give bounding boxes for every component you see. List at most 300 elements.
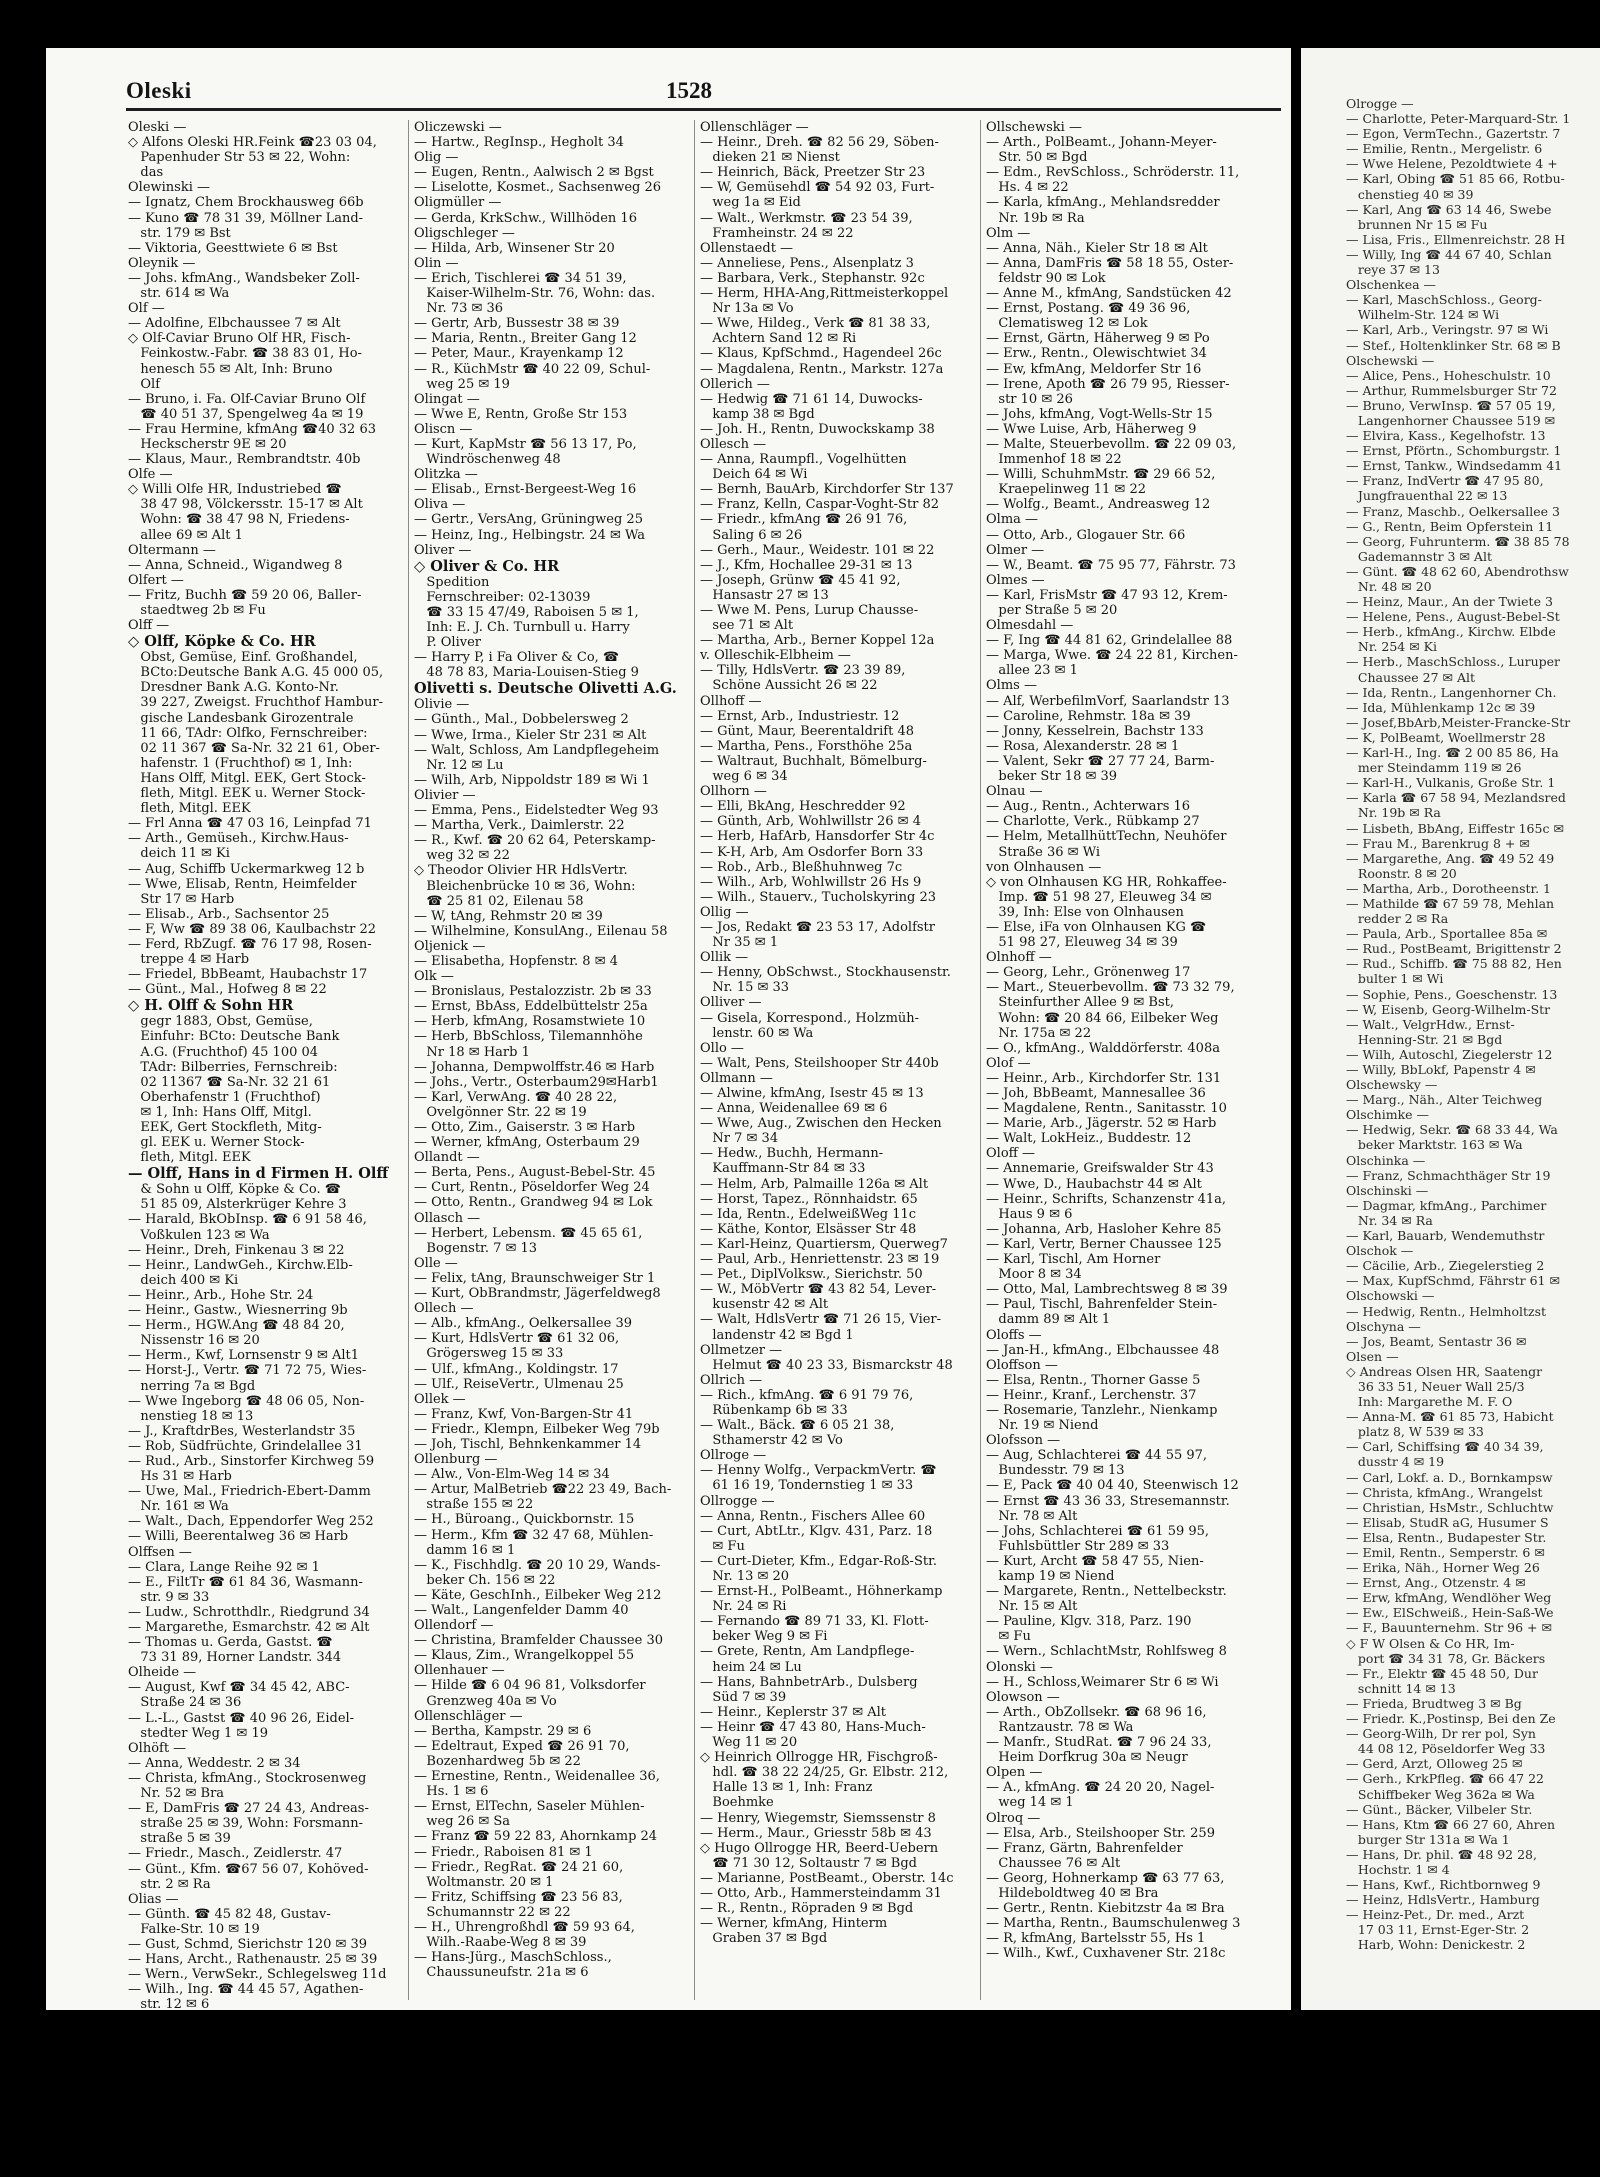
facing-page-entry-line: — Friedr. K.,Postinsp, Bei den Ze [1346, 1711, 1556, 1727]
directory-entry-line: — Ernst, ElTechn, Saseler Mühlen- [414, 1799, 645, 1815]
directory-entry-line: — Pet., DiplVolksw., Sierichstr. 50 [700, 1267, 923, 1283]
facing-page-entry-line: Jungfrauenthal 22 ✉ 13 [1346, 488, 1508, 504]
directory-entry-line: — R., KüchMstr ☎ 40 22 09, Schul- [414, 361, 651, 377]
directory-entry-line: v. Olleschik-Elbheim — [700, 648, 851, 664]
directory-entry-line: — Wwe, Irma., Kieler Str 231 ✉ Alt [414, 727, 647, 743]
facing-page-entry-line: — Franz, Schmachthäger Str 19 [1346, 1167, 1551, 1183]
directory-entry-line: das [128, 165, 164, 181]
directory-entry-line: — Anna, DamFris ☎ 58 18 55, Oster- [986, 255, 1234, 271]
facing-page-entry-line: Olschinka — [1346, 1152, 1426, 1168]
scan-border-bottom [0, 2010, 1600, 2177]
facing-page-entry-line: — Ew., ElSchweiß., Hein-Saß-We [1346, 1605, 1554, 1621]
directory-entry-line: Chaussee 76 ✉ Alt [986, 1855, 1121, 1871]
directory-entry-line: Olnhoff — [986, 950, 1052, 966]
directory-entry-line: Olias — [128, 1891, 179, 1907]
directory-entry-line: Haus 9 ✉ 6 [986, 1206, 1073, 1222]
directory-entry-line: P. Oliver [414, 635, 481, 651]
directory-entry-line: — Gertr., VersAng, Grüningweg 25 [414, 512, 643, 528]
directory-entry-line: — Johanna, Dempwolffstr.46 ✉ Harb [414, 1059, 655, 1075]
directory-entry-line: Ollenstaedt — [700, 240, 794, 256]
directory-entry-line: ◇ Willi Olfe HR, Industriebed ☎ [128, 482, 342, 498]
directory-entry-line: — Olff, Hans in d Firmen H. Olff [128, 1165, 389, 1183]
directory-entry-line: — Gust, Schmd, Sierichstr 120 ✉ 39 [128, 1936, 368, 1952]
directory-entry-line: — Margarete, Rentn., Nettelbeckstr. [986, 1584, 1227, 1600]
directory-entry-line: — Otto, Zim., Gaiserstr. 3 ✉ Harb [414, 1120, 636, 1135]
directory-entry-line: — Herm., HGW.Ang ☎ 48 84 20, [128, 1318, 345, 1334]
directory-entry-line: — Karl, FrisMstr ☎ 47 93 12, Krem- [986, 587, 1228, 603]
facing-page-entry-line: brunnen Nr 15 ✉ Fu [1346, 216, 1488, 232]
facing-page-entry-line: — Karl, Obing ☎ 51 85 66, Rotbu- [1346, 171, 1565, 187]
directory-entry-line: dieken 21 ✉ Nienst [700, 150, 840, 166]
directory-entry-line: 39, Inh: Else von Olnhausen [986, 904, 1184, 920]
directory-entry-line: — Anna, Weddestr. 2 ✉ 34 [128, 1755, 301, 1771]
directory-entry-line: Halle 13 ✉ 1, Inh: Franz [700, 1780, 873, 1796]
directory-entry-line: — Bruno, i. Fa. Olf-Caviar Bruno Olf [128, 391, 366, 407]
directory-entry-line: — Johs, Schlachterei ☎ 61 59 95, [986, 1523, 1210, 1539]
directory-entry-line: — Hedwig ☎ 71 61 14, Duwocks- [700, 391, 923, 407]
directory-entry-line: — Otto, Arb., Hammersteindamm 31 [700, 1885, 942, 1901]
directory-entry-line: — Herm., Kwf, Lornsenstr 9 ✉ Alt1 [128, 1348, 360, 1364]
directory-entry-line: — Willi, Beerentalweg 36 ✉ Harb [128, 1529, 349, 1545]
facing-page-entry-line: — Heinz, Maur., An der Twiete 3 [1346, 594, 1553, 610]
directory-entry-line: — Ulf., kfmAng., Koldingstr. 17 [414, 1361, 619, 1377]
facing-page-entry-line: 17 03 11, Ernst-Eger-Str. 2 [1346, 1922, 1530, 1938]
facing-page-entry-line: — Paula, Arb., Sportallee 85a ✉ [1346, 926, 1548, 942]
directory-entry-line: — Helm, MetallhüttTechn, Neuhöfer [986, 829, 1227, 845]
directory-entry-line: — Magdalene, Rentn., Sanitasstr. 10 [986, 1101, 1227, 1117]
facing-page-entry-line: Nr. 34 ✉ Ra [1346, 1212, 1433, 1228]
directory-entry-line: — Barbara, Verk., Stephanstr. 92c [700, 270, 925, 286]
facing-page-entry-line: — Günt., Bäcker, Vilbeler Str. [1346, 1801, 1533, 1817]
directory-entry-line: Ollandt — [414, 1150, 480, 1166]
facing-page-entry-line: — Erw, kfmAng, Wendlöher Weg [1346, 1590, 1552, 1606]
directory-entry-line: — Aug, Schlachterei ☎ 44 55 97, [986, 1448, 1208, 1464]
directory-entry-line: Hs. 4 ✉ 22 [986, 180, 1069, 196]
directory-entry-line: EEK, Gert Stockfleth, Mitg- [128, 1120, 322, 1135]
directory-entry-line: — Friedr., kfmAng ☎ 26 91 76, [700, 512, 908, 528]
directory-entry-line: Olfert — [128, 572, 184, 588]
directory-entry-line: — H., Uhrengroßhdl ☎ 59 93 64, [414, 1919, 635, 1935]
directory-entry-line: Olig — [414, 150, 459, 166]
directory-entry-line: A.G. (Fruchthof) 45 100 04 [128, 1044, 319, 1060]
directory-entry-line: Immenhof 18 ✉ 22 [986, 452, 1122, 468]
directory-entry-line: — Werner, kfmAng, Osterbaum 29 [414, 1135, 640, 1151]
directory-entry-line: — Alwine, kfmAng, Isestr 45 ✉ 13 [700, 1086, 924, 1101]
directory-entry-line: — Friedr., Raboisen 81 ✉ 1 [414, 1844, 593, 1860]
directory-entry-line: — Heinrich, Bäck, Preetzer Str 23 [700, 165, 926, 181]
directory-entry-line: — Walt., Langenfelder Damm 40 [414, 1603, 629, 1618]
directory-entry-line: — Wwe, Hildeg., Verk ☎ 81 38 33, [700, 316, 931, 332]
directory-entry-line: Falke-Str. 10 ✉ 19 [128, 1921, 260, 1937]
directory-entry-line: Oliscn — [414, 421, 473, 437]
directory-entry-line: Olle — [414, 1255, 458, 1271]
directory-entry-line: — Harald, BkObInsp. ☎ 6 91 58 46, [128, 1212, 367, 1228]
directory-entry-line: — Jan-H., kfmAng., Elbchaussee 48 [986, 1342, 1220, 1358]
directory-entry-line: Olitzka — [414, 467, 478, 483]
directory-entry-line: — Emma, Pens., Eidelstedter Weg 93 [414, 803, 659, 819]
directory-entry-line: Nr. 13 ✉ 20 [700, 1569, 790, 1584]
directory-entry-line: str 10 ✉ 26 [986, 391, 1073, 407]
directory-entry-line: ◇ H. Olff & Sohn HR [128, 997, 294, 1015]
facing-page-entry-line: — Erika, Näh., Horner Weg 26 [1346, 1560, 1540, 1576]
directory-entry-line: — Maria, Rentn., Breiter Gang 12 [414, 331, 637, 347]
directory-entry-line: Oliva — [414, 497, 466, 513]
directory-column-4 [986, 120, 1262, 1961]
directory-entry-line: heim 24 ✉ Lu [700, 1659, 802, 1675]
directory-entry-line: Olowson — [986, 1689, 1060, 1705]
facing-page-entry-line: — Willy, Ing ☎ 44 67 40, Schlan [1346, 246, 1552, 262]
facing-page-entry-line: — Stef., Holtenklinker Str. 68 ✉ B [1346, 337, 1561, 353]
directory-entry-line: — Friedr., Klempn, Eilbeker Weg 79b [414, 1421, 660, 1437]
facing-page-entry-line: — Hans, Ktm ☎ 66 27 60, Ahren [1346, 1816, 1556, 1832]
directory-entry-line: — Curt-Dieter, Kfm., Edgar-Roß-Str. [700, 1553, 938, 1569]
directory-entry-line: — Marie, Arb., Jägerstr. 52 ✉ Harb [986, 1116, 1217, 1132]
directory-entry-line: Ollo — [700, 1040, 744, 1056]
directory-entry-line: Steinfurther Allee 9 ✉ Bst, [986, 995, 1175, 1011]
facing-page-entry-line: — Anna-M. ☎ 61 85 73, Habicht [1346, 1409, 1554, 1425]
directory-entry-line: Feinkostw.-Fabr. ☎ 38 83 01, Ho- [128, 346, 362, 362]
directory-entry-line: 02 11 367 ☎ Sa-Nr. 32 21 61, Ober- [128, 740, 380, 756]
directory-entry-line: Graben 37 ✉ Bgd [700, 1931, 828, 1947]
directory-entry-line: Olof — [986, 1055, 1031, 1071]
directory-entry-line: 02 11367 ☎ Sa-Nr. 32 21 61 [128, 1074, 331, 1090]
directory-entry-line: Obst, Gemüse, Einf. Großhandel, [128, 650, 358, 666]
directory-entry-line: — Heinr., Dreh, Finkenau 3 ✉ 22 [128, 1242, 345, 1258]
directory-entry-line: deich 400 ✉ Ki [128, 1272, 239, 1288]
directory-entry-line: — Clara, Lange Reihe 92 ✉ 1 [128, 1559, 320, 1575]
directory-entry-line: fleth, Mitgl. EEK u. Werner Stock- [128, 786, 366, 802]
directory-entry-line: — Ernst, Arb., Industriestr. 12 [700, 708, 900, 724]
directory-entry-line: — Wilh., Ing. ☎ 44 45 57, Agathen- [128, 1982, 364, 1998]
directory-entry-line: — Friedr., Masch., Zeidlerstr. 47 [128, 1846, 343, 1862]
directory-entry-line: — Wwe Ingeborg ☎ 48 06 05, Non- [128, 1393, 365, 1409]
directory-entry-line: Ollig — [700, 904, 749, 920]
facing-page-entry-line: — Heinz-Pet., Dr. med., Arzt [1346, 1907, 1525, 1923]
directory-entry-line: — Wern., SchlachtMstr, Rohlfsweg 8 [986, 1644, 1227, 1660]
directory-entry-line: — R., Kwf. ☎ 20 62 64, Peterskamp- [414, 833, 656, 849]
facing-page-entry-line: dusstr 4 ✉ 19 [1346, 1454, 1445, 1470]
directory-entry-line: — Wwe E, Rentn, Große Str 153 [414, 406, 628, 422]
directory-entry-line: Olewinski — [128, 180, 211, 196]
directory-entry-line: — W, tAng, Rehmstr 20 ✉ 39 [414, 908, 603, 924]
facing-page-entry-line: — Ernst, Tankw., Windsedamm 41 [1346, 458, 1563, 474]
directory-entry-line: — Fritz, Schiffsing ☎ 23 56 83, [414, 1889, 623, 1905]
directory-entry-line: Wohn: ☎ 20 84 66, Eilbeker Weg [986, 1010, 1219, 1026]
directory-entry-line: Olnau — [986, 784, 1043, 800]
facing-page-entry-line: mer Steindamm 119 ✉ 26 [1346, 760, 1522, 776]
directory-entry-line: — Waltraut, Buchhalt, Bömelburg- [700, 753, 927, 769]
directory-entry-line: allee 23 ✉ 1 [986, 663, 1078, 679]
directory-entry-line: — O., kfmAng., Walddörferstr. 408a [986, 1040, 1220, 1056]
directory-entry-line: Oliczewski — [414, 120, 502, 135]
directory-entry-line: kusenstr 42 ✉ Alt [700, 1297, 829, 1313]
facing-page-entry-line: Roonstr. 8 ✉ 20 [1346, 865, 1457, 881]
directory-entry-line: Boehmke [700, 1795, 774, 1811]
directory-entry-line: — Tilly, HdlsVertr. ☎ 23 39 89, [700, 663, 906, 679]
facing-page-entry-line: Gademannstr 3 ✉ Alt [1346, 548, 1492, 564]
directory-entry-line: — Alf, WerbefilmVorf, Saarlandstr 13 [986, 693, 1230, 709]
directory-entry-line: — Elisab., Ernst-Bergeest-Weg 16 [414, 482, 637, 498]
facing-page-entry-line: burger Str 131a ✉ Wa 1 [1346, 1831, 1510, 1847]
facing-page-entry-line: — Martha, Arb., Dorotheenstr. 1 [1346, 880, 1552, 896]
directory-entry-line: Hs. 1 ✉ 6 [414, 1784, 489, 1800]
directory-entry-line: — Ernst ☎ 43 36 33, Stresemannstr. [986, 1493, 1230, 1509]
directory-entry-line: — Jos, Redakt ☎ 23 53 17, Adolfstr [700, 919, 935, 935]
directory-entry-line: — K., Fischhdlg. ☎ 20 10 29, Wands- [414, 1557, 661, 1573]
directory-entry-line: — Walt, Schloss, Am Landpflegeheim [414, 742, 660, 758]
directory-entry-line: — Kurt, Archt ☎ 58 47 55, Nien- [986, 1553, 1204, 1569]
directory-entry-line: — Wilh., Stauerv., Tucholskyring 23 [700, 889, 937, 905]
directory-entry-line: Grögersweg 15 ✉ 33 [414, 1346, 564, 1362]
directory-entry-line: — Valent, Sekr ☎ 27 77 24, Barm- [986, 753, 1215, 769]
facing-page-entry-line: — Bruno, VerwInsp. ☎ 57 05 19, [1346, 397, 1556, 413]
facing-page-entry-line: — Arthur, Rummelsburger Str 72 [1346, 382, 1557, 398]
directory-entry-line: damm 89 ✉ Alt 1 [986, 1312, 1111, 1328]
facing-page-entry-line: — Herb., kfmAng., Kirchw. Elbde [1346, 624, 1556, 640]
facing-page-entry-line: Olschyna — [1346, 1318, 1421, 1334]
directory-entry-line: — Anne M., kfmAng, Sandstücken 42 [986, 286, 1232, 302]
directory-entry-line: — Hans-Jürg., MaschSchloss., [414, 1950, 612, 1966]
directory-entry-line: Bundesstr. 79 ✉ 13 [986, 1463, 1125, 1479]
directory-entry-line: TAdr: Bilberries, Fernschreib: [128, 1059, 338, 1075]
facing-page-entry-line: Olsen — [1346, 1348, 1399, 1364]
directory-entry-line: beker Ch. 156 ✉ 22 [414, 1572, 556, 1588]
directory-entry-line: ◇ von Olnhausen KG HR, Rohkaffee- [986, 874, 1227, 890]
directory-entry-line: Olmesdahl — [986, 618, 1074, 634]
directory-entry-line: Sthamerstr 42 ✉ Vo [700, 1433, 843, 1449]
directory-entry-line: — Edeltraut, Exped ☎ 26 91 70, [414, 1738, 630, 1754]
directory-entry-line: ◇ Alfons Oleski HR.Feink ☎23 03 04, [128, 135, 377, 151]
facing-page-entry-line: Olrogge — [1346, 96, 1414, 111]
directory-entry-line: Ollroge — [700, 1448, 767, 1464]
directory-entry-line: Nr. 15 ✉ Alt [986, 1599, 1078, 1615]
facing-page-entry-line: — Egon, VermTechn., Gazertstr. 7 [1346, 126, 1561, 142]
directory-entry-line: — F, Ing ☎ 44 81 62, Grindelallee 88 [986, 633, 1233, 649]
column-divider [694, 120, 695, 2000]
directory-entry-line: ◇ Oliver & Co. HR [414, 557, 560, 575]
facing-page-entry-line: 44 08 12, Pöseldorfer Weg 33 [1346, 1741, 1546, 1757]
directory-entry-line: — Ernst-H., PolBeamt., Höhnerkamp [700, 1584, 943, 1600]
facing-page-entry-line: — Karla ☎ 67 58 94, Mezlandsred [1346, 790, 1566, 806]
directory-entry-line: Kaiser-Wilhelm-Str. 76, Wohn: das. [414, 286, 656, 302]
facing-page-entry-line: — Lisbeth, BbAng, Eiffestr 165c ✉ [1346, 820, 1564, 836]
directory-entry-line: — Klaus, Maur., Rembrandtstr. 40b [128, 452, 361, 468]
facing-page-entry-line: Schiffbeker Weg 362a ✉ Wa [1346, 1786, 1535, 1802]
directory-entry-line: — Klaus, KpfSchmd., Hagendeel 26c [700, 346, 942, 362]
directory-entry-line: — R, kfmAng, Bartelsstr 55, Hs 1 [986, 1931, 1206, 1947]
directory-entry-line: — Wilh., Kwf., Cuxhavener Str. 218c [986, 1946, 1226, 1962]
directory-entry-line: Nr. 78 ✉ Alt [986, 1508, 1078, 1524]
directory-entry-line: — Bronislaus, Pestalozzistr. 2b ✉ 33 [414, 984, 652, 1000]
directory-entry-line: — Wwe Luise, Arb, Häherweg 9 [986, 421, 1197, 437]
directory-entry-line: Oloffson — [986, 1357, 1058, 1373]
directory-entry-line: Heim Dorfkrug 30a ✉ Neugr [986, 1750, 1188, 1766]
directory-entry-line: — Heinr., Gastw., Wiesnerring 9b [128, 1303, 348, 1319]
directory-entry-line: — Aug, Schiffb Uckermarkweg 12 b [128, 861, 365, 877]
directory-entry-line: hafenstr. 1 (Fruchthof) ✉ 1, Inh: [128, 755, 353, 771]
directory-entry-line: Kauffmann-Str 84 ✉ 33 [700, 1161, 866, 1177]
directory-entry-line: — Henry, Wiegemstr, Siemssenstr 8 [700, 1810, 936, 1826]
directory-entry-line: — Heinr., Arb., Kirchdorfer Str. 131 [986, 1070, 1222, 1086]
directory-entry-line: Schöne Aussicht 26 ✉ 22 [700, 678, 878, 694]
directory-entry-line: — Karl, Tischl, Am Horner [986, 1252, 1161, 1268]
directory-entry-line: — Hartw., RegInsp., Hegholt 34 [414, 135, 624, 151]
directory-entry-line: — Hans, BahnbetrArb., Dulsberg [700, 1674, 918, 1690]
facing-page-entry-line: — G., Rentn, Beim Opferstein 11 [1346, 518, 1554, 534]
directory-column-1 [128, 120, 404, 2010]
directory-entry-line: — Hilde ☎ 6 04 96 81, Volksdorfer [414, 1678, 646, 1694]
directory-entry-line: — Jonny, Kesselrein, Bachstr 133 [986, 723, 1204, 739]
facing-page-entry-line: Olschewski — [1346, 352, 1435, 368]
directory-entry-line: Olroq — [986, 1810, 1041, 1826]
directory-entry-line: — W, Gemüsehdl ☎ 54 92 03, Furt- [700, 180, 935, 196]
page-spine-gap [1291, 48, 1301, 2010]
directory-entry-line: — Ida, Rentn., EdelweißWeg 11c [700, 1206, 917, 1222]
facing-page-entry-line: — Christian, HsMstr., Schluchtw [1346, 1499, 1554, 1515]
directory-entry-line: — Elli, BkAng, Heschredder 92 [700, 799, 906, 815]
directory-entry-line: — Grete, Rentn, Am Landpflege- [700, 1644, 915, 1660]
directory-entry-line: — Marga, Wwe. ☎ 24 22 81, Kirchen- [986, 648, 1238, 664]
column-divider [408, 120, 409, 2000]
directory-entry-line: str. 12 ✉ 6 [128, 1997, 210, 2010]
directory-entry-line: — Otto, Arb., Glogauer Str. 66 [986, 527, 1186, 543]
directory-entry-line: — Elisabetha, Hopfenstr. 8 ✉ 4 [414, 953, 618, 969]
directory-entry-line: — Willi, SchuhmMstr. ☎ 29 66 52, [986, 467, 1216, 483]
facing-page-entry-line: Olschimke — [1346, 1107, 1430, 1123]
directory-entry-line: — Margarethe, Esmarchstr. 42 ✉ Alt [128, 1620, 370, 1635]
directory-entry-line: ☎ 40 51 37, Spengelweg 4a ✉ 19 [128, 406, 364, 422]
directory-entry-line: Ollenhauer — [414, 1663, 505, 1679]
directory-entry-line: — Friedr., RegRat. ☎ 24 21 60, [414, 1859, 624, 1875]
directory-entry-line: — Hilda, Arb, Winsener Str 20 [414, 240, 615, 256]
directory-entry-line: Olf [128, 376, 161, 392]
directory-entry-line: — Günth. ☎ 45 82 48, Gustav- [128, 1906, 331, 1922]
facing-page-entry-line: Hochstr. 1 ✉ 4 [1346, 1861, 1450, 1877]
directory-entry-line: — Anna, Raumpfl., Vogelhütten [700, 452, 907, 468]
facing-page-entry-line: — Elvira, Kass., Kegelhofstr. 13 [1346, 428, 1546, 444]
facing-page-entry-line: — W, Eisenb, Georg-Wilhelm-Str [1346, 1001, 1551, 1017]
directory-entry-line: nenstieg 18 ✉ 13 [128, 1408, 254, 1424]
directory-entry-line: Oliver — [414, 542, 472, 558]
directory-entry-line: Oligmüller — [414, 195, 502, 211]
directory-entry-line: — Marianne, PostBeamt., Oberstr. 14c [700, 1870, 954, 1886]
directory-entry-line: Framheinstr. 24 ✉ 22 [700, 225, 854, 241]
directory-entry-line: — E., FiltTr ☎ 61 84 36, Wasmann- [128, 1574, 363, 1590]
directory-entry-line: — Liselotte, Kosmet., Sachsenweg 26 [414, 180, 662, 196]
directory-entry-line: stedter Weg 1 ✉ 19 [128, 1725, 268, 1741]
facing-page-entry-line: — Hedwig, Rentn., Helmholtzst [1346, 1303, 1547, 1319]
directory-entry-line: ◇ Olff, Köpke & Co. HR [128, 633, 316, 651]
directory-entry-line: str. 9 ✉ 33 [128, 1589, 210, 1605]
facing-page-entry-line: — Karl, MaschSchloss., Georg- [1346, 292, 1542, 308]
directory-entry-line: kamp 19 ✉ Niend [986, 1569, 1115, 1584]
facing-page-entry-line: — K, PolBeamt, Woellmerstr 28 [1346, 729, 1546, 745]
directory-entry-line: — A., kfmAng. ☎ 24 20 20, Nagel- [986, 1780, 1215, 1796]
directory-entry-line: — Anna, Näh., Kieler Str 18 ✉ Alt [986, 240, 1208, 256]
directory-entry-line: Ollenburg — [414, 1452, 498, 1468]
directory-column-2 [414, 120, 690, 1980]
directory-entry-line: Bleichenbrücke 10 ✉ 36, Wohn: [414, 878, 636, 894]
directory-entry-line: Woltmanstr. 20 ✉ 1 [414, 1874, 554, 1890]
directory-entry-line: Nr. 19 ✉ Niend [986, 1418, 1099, 1434]
directory-entry-line: — Martha, Pens., Forsthöhe 25a [700, 738, 913, 754]
directory-entry-line: — Manfr., StudRat. ☎ 7 96 24 33, [986, 1735, 1212, 1751]
directory-entry-line: — Horst-J., Vertr. ☎ 71 72 75, Wies- [128, 1363, 367, 1379]
directory-entry-line: Hs 31 ✉ Harb [128, 1469, 232, 1485]
directory-entry-line: — Curt, Rentn., Pöseldorfer Weg 24 [414, 1180, 650, 1196]
directory-entry-line: — Berta, Pens., August-Bebel-Str. 45 [414, 1165, 656, 1181]
directory-entry-line: ✉ Fu [700, 1538, 745, 1554]
directory-entry-line: — Arth., Gemüseh., Kirchw.Haus- [128, 831, 349, 847]
directory-entry-line: gl. EEK u. Werner Stock- [128, 1135, 305, 1151]
directory-entry-line: straße 5 ✉ 39 [128, 1831, 231, 1847]
directory-entry-line: — Wilhelmine, KonsulAng., Eilenau 58 [414, 923, 668, 939]
directory-entry-line: Ollrogge — [700, 1493, 775, 1509]
facing-page-entry-line: redder 2 ✉ Ra [1346, 911, 1449, 927]
directory-entry-line: — Heinr ☎ 47 43 80, Hans-Much- [700, 1719, 926, 1735]
facing-page-entry-line: — Lisa, Fris., Ellmenreichstr. 28 H [1346, 231, 1566, 247]
directory-entry-line: Nr. 161 ✉ Wa [128, 1499, 229, 1515]
directory-entry-line: Rübenkamp 6b ✉ 33 [700, 1402, 848, 1418]
directory-entry-line: — Walt, HdlsVertr ☎ 71 26 15, Vier- [700, 1312, 942, 1328]
directory-entry-line: — Else, iFa von Olnhausen KG ☎ [986, 919, 1207, 935]
directory-entry-line: Olliver — [700, 995, 762, 1011]
directory-entry-line: treppe 4 ✉ Harb [128, 952, 250, 968]
facing-page-entry-line: — Frau M., Barenkrug 8 + ✉ [1346, 835, 1530, 851]
facing-page-entry-line: — Sophie, Pens., Goeschenstr. 13 [1346, 986, 1558, 1002]
facing-page-entry-line: — Georg-Wilh, Dr rer pol, Syn [1346, 1726, 1536, 1742]
facing-page-entry-line: Olschenkea — [1346, 277, 1437, 293]
header-rule [126, 108, 1281, 111]
directory-entry-line: — Anna, Weidenallee 69 ✉ 6 [700, 1101, 888, 1117]
directory-entry-line: — F, Ww ☎ 89 38 06, Kaulbachstr 22 [128, 921, 376, 937]
directory-entry-line: Oligschleger — [414, 225, 515, 241]
directory-entry-line: — Herm., Maur., Griesstr 58b ✉ 43 [700, 1825, 932, 1841]
facing-page-entry-line: — Franz, Maschb., Oelkersallee 3 [1346, 503, 1560, 519]
directory-entry-line: weg 26 ✉ Sa [414, 1814, 511, 1830]
directory-entry-line: — Mart., Steuerbevollm. ☎ 73 32 79, [986, 980, 1235, 996]
directory-entry-line: — J., KraftdrBes, Westerlandstr 35 [128, 1423, 356, 1439]
facing-page-entry-line: — Elsa, Rentn., Budapester Str. [1346, 1529, 1547, 1545]
directory-entry-line: — Franz, Kwf, Von-Bargen-Str 41 [414, 1406, 634, 1422]
facing-page-entry-line: — Rud., Schiffb. ☎ 75 88 82, Hen [1346, 956, 1562, 972]
directory-entry-line: — Käthe, Kontor, Elsässer Str 48 [700, 1221, 917, 1237]
directory-entry-line: — Ulf., ReiseVertr., Ulmenau 25 [414, 1376, 624, 1392]
directory-entry-line: — Kuno ☎ 78 31 39, Möllner Land- [128, 210, 364, 226]
scan-border-left [0, 0, 46, 2177]
directory-entry-line: — Charlotte, Verk., Rübkamp 27 [986, 814, 1200, 830]
directory-entry-line: Chaussuneufstr. 21a ✉ 6 [414, 1965, 589, 1981]
directory-entry-line: — Ew, kfmAng, Meldorfer Str 16 [986, 361, 1202, 377]
directory-entry-line: per Straße 5 ✉ 20 [986, 603, 1118, 618]
directory-entry-line: — Peter, Maur., Krayenkamp 12 [414, 346, 624, 362]
directory-entry-line: — Walt., Bäck. ☎ 6 05 21 38, [700, 1418, 895, 1434]
directory-entry-line: Olhöft — [128, 1740, 187, 1756]
directory-entry-line: ☎ 33 15 47/49, Raboisen 5 ✉ 1, [414, 604, 639, 620]
directory-entry-line: — Hedw., Buchh, Hermann- [700, 1146, 884, 1162]
directory-entry-line: — Heinr., Keplerstr 37 ✉ Alt [700, 1704, 887, 1720]
directory-entry-line: Fuhlsbüttler Str 289 ✉ 33 [986, 1538, 1170, 1554]
directory-entry-line: — Heinr., Dreh. ☎ 82 56 29, Söben- [700, 135, 939, 151]
directory-entry-line: — Herb, BbSchloss, Tilemannhöhe [414, 1029, 643, 1045]
directory-entry-line: — Rosa, Alexanderstr. 28 ✉ 1 [986, 738, 1180, 754]
facing-page-entry-line: ◇ Andreas Olsen HR, Saatengr [1346, 1363, 1543, 1379]
facing-page-entry-line: Chaussee 27 ✉ Alt [1346, 669, 1476, 685]
directory-entry-line: ☎ 71 30 12, Soltaustr 7 ✉ Bgd [700, 1855, 917, 1871]
directory-entry-line: Olpen — [986, 1765, 1043, 1781]
directory-entry-line: — Käte, GeschInh., Eilbeker Weg 212 [414, 1587, 662, 1603]
facing-page-entry-line: — Wwe Helene, Pezoldtwiete 4 + [1346, 156, 1558, 172]
